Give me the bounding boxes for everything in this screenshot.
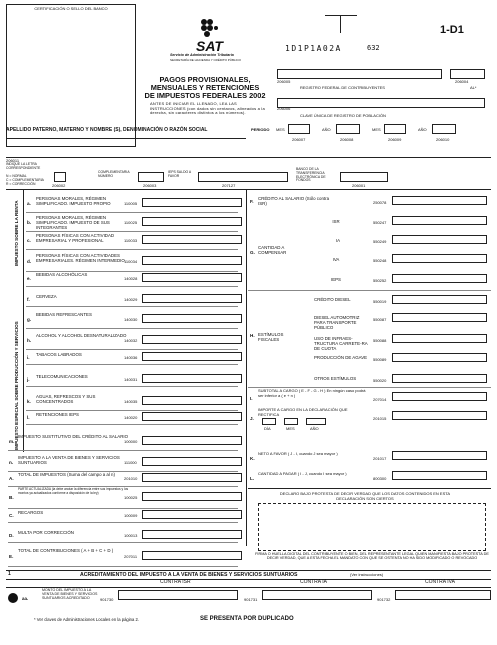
left-row-divider — [8, 508, 238, 509]
left-row-divider — [26, 231, 238, 232]
estimulos-row-field[interactable] — [392, 353, 487, 362]
periodo-ano-1-field[interactable] — [336, 124, 360, 134]
credito-field[interactable] — [392, 196, 487, 205]
left-row-label: IMPUESTO A LA VENTA DE BIENES Y SERVICIOS SUNTUARIOS — [18, 455, 120, 465]
rectifica-field[interactable] — [392, 411, 487, 420]
left-row-field[interactable] — [142, 412, 242, 421]
rect-dia-field[interactable] — [262, 418, 276, 425]
compensar-row-label: IEPS — [330, 277, 341, 282]
pagar-code: 800300 — [373, 476, 387, 481]
left-row-letter: i. — [27, 355, 30, 360]
complementaria-field[interactable] — [138, 172, 164, 182]
title-line-3: DE IMPUESTOS FEDERALES 2002 — [144, 91, 266, 100]
form-serial: 1D1P1A02A — [285, 44, 342, 53]
section-ieps-label: IMPUESTO ESPECIAL SOBRE PRODUCCIÓN Y SERVICIOS — [14, 321, 19, 450]
left-row-divider — [26, 328, 238, 329]
left-row-divider — [26, 212, 238, 213]
estimulos-row-field[interactable] — [392, 313, 487, 322]
acred-row-letter: aa. — [22, 596, 29, 601]
left-row-field[interactable] — [142, 473, 242, 482]
left-row-letter: g. — [27, 317, 32, 322]
decl-code-top: 206011 — [6, 158, 20, 163]
left-row-field[interactable] — [142, 530, 242, 539]
left-row-label: MULTA POR CORRECCIÓN — [18, 530, 74, 535]
name-underline — [6, 138, 246, 139]
left-row-field[interactable] — [142, 273, 242, 282]
left-row-code: 140029 — [124, 297, 138, 302]
left-row-field[interactable] — [142, 314, 242, 323]
divider-3 — [6, 570, 491, 571]
left-row-letter: A. — [9, 476, 14, 481]
acred-code-1: 901730 — [100, 597, 114, 602]
left-row-label: ALCOHOL Y ALCOHOL DESNATURALIZADO — [36, 333, 127, 338]
t-marker-stem — [340, 15, 341, 33]
divider-2 — [6, 189, 491, 190]
footer-note: * Ver claves de Administraciones Locales en la página 2. — [34, 617, 139, 622]
right-divider-l — [248, 488, 491, 489]
periodo-code-2: 206008 — [340, 137, 354, 142]
sat-logo-subtitle-2: SECRETARÍA DE HACIENDA Y CRÉDITO PÚBLICO — [170, 58, 241, 62]
bank-seal-box — [6, 4, 136, 147]
acred-number: 1 — [8, 571, 11, 577]
left-row-field[interactable] — [142, 217, 242, 226]
left-row-label: TELECOMUNICACIONES — [36, 374, 88, 379]
rfc-label: REGISTRO FEDERAL DE CONTRIBUYENTES — [300, 85, 385, 90]
divider-4 — [6, 579, 491, 580]
acred-isr-field[interactable] — [118, 590, 238, 600]
compensar-row-field[interactable] — [392, 274, 487, 283]
left-row-letter: m. — [9, 439, 15, 444]
left-row-code: 100013 — [124, 533, 138, 538]
left-row-label: PARTE ACTUALIZADA (la debe anotar la diferencia entre sus impuestos y los montos ya actualizados conforme a disposición de la ley) — [18, 487, 129, 495]
acred-bullet-icon — [8, 593, 18, 603]
left-row-label: BEBIDAS ALCOHÓLICAS — [36, 272, 88, 277]
bank-seal-label: CERTIFICACIÓN O SELLO DEL BANCO — [34, 6, 108, 11]
left-row-divider — [26, 386, 238, 387]
rfc-homoclave-field[interactable] — [450, 69, 485, 79]
subtotal-code: 207014 — [373, 397, 387, 402]
curp-label: CLAVE ÚNICA DE REGISTRO DE POBLACIÓN — [300, 113, 386, 118]
left-row-field[interactable] — [142, 510, 242, 519]
left-row-label: PERSONAS FÍSICAS CON ACTIVIDADES EMPRESARIALES. RÉGIMEN INTERMEDIO — [36, 253, 125, 263]
rfc-hint: AL* — [470, 85, 477, 90]
sat-logo-text: SAT — [196, 38, 223, 54]
acred-title-note: (Ver instrucciones) — [350, 572, 384, 577]
acred-ia-field[interactable] — [262, 590, 372, 600]
compensar-row-label: ISR — [332, 219, 340, 224]
credito-letter: F. — [250, 199, 254, 204]
periodo-label: PERIODO — [251, 127, 270, 132]
estimulos-row-label: USO DE INFRAES-TRUCTURA CARRETE-RA DE CUOTA — [314, 336, 368, 351]
compensar-row-code: 550248 — [373, 258, 387, 263]
left-row-label: CERVEZA — [36, 294, 57, 299]
tipo-option-c: C = COMPLEMENTARIA — [6, 178, 44, 182]
left-row-field[interactable] — [142, 235, 242, 244]
form-id: 1-D1 — [440, 24, 464, 36]
rectifica-code: 201015 — [373, 416, 387, 421]
left-row-label: TABACOS LABRADOS — [36, 352, 82, 357]
compensar-row-code: 550252 — [373, 278, 387, 283]
left-row-letter: d. — [27, 259, 32, 264]
left-row-letter: e. — [27, 276, 31, 281]
estimulos-row-field[interactable] — [392, 334, 487, 343]
rect-mes-label: MES — [286, 426, 295, 431]
periodo-code-4: 206010 — [436, 137, 450, 142]
left-row-label: RETENCIONES IEPS — [36, 412, 79, 417]
decl-code-1: 206002 — [52, 183, 66, 188]
left-row-letter: D. — [9, 533, 14, 538]
compensar-row-field[interactable] — [392, 254, 487, 263]
credito-label: CRÉDITO AL SALARIO (Sólo contra ISR) — [258, 196, 330, 206]
sat-logo-icon — [200, 18, 218, 38]
rect-mes-field[interactable] — [284, 418, 298, 425]
left-row-field[interactable] — [142, 436, 242, 445]
ieps-saldo-label: IEPS SALDO A FAVOR — [168, 170, 191, 178]
periodo-ano-label-1: AÑO — [322, 127, 331, 132]
periodo-ano-label-2: AÑO — [418, 127, 427, 132]
left-row-code: 110005 — [124, 201, 138, 206]
curp-field[interactable] — [277, 98, 485, 108]
left-row-code: 140036 — [124, 355, 138, 360]
pagar-field[interactable] — [392, 471, 487, 480]
left-row-code: 140030 — [124, 317, 138, 322]
acred-title: ACREDITAMIENTO DEL IMPUESTO A LA VENTA DE BIENES Y SERVICIOS SUNTUARIOS — [80, 572, 298, 578]
decl-code-4: 206001 — [352, 183, 366, 188]
acred-col-iva: CONTRA IVA — [425, 579, 455, 585]
tipo-option-r: R = CORRECCIÓN — [6, 182, 36, 186]
left-row-divider — [26, 424, 238, 425]
section-renta-label: IMPUESTO SOBRE LA RENTA — [14, 200, 19, 266]
divider-1 — [6, 157, 491, 158]
left-row-label: IMPUESTO SUSTITUTIVO DEL CRÉDITO AL SALARIO — [18, 434, 129, 439]
estimulos-row-label: PRODUCCIÓN DE AGAVE — [314, 355, 368, 360]
acred-code-3: 901732 — [377, 597, 391, 602]
rfc-code-2: 206004 — [455, 79, 469, 84]
banco-label: BANCO DE LA TRANSFERENCIA ELECTRÓNICA DE FONDOS — [296, 167, 326, 183]
pagar-label: CANTIDAD A PAGAR ( I - J, cuando I sea mayor ) — [258, 471, 347, 476]
left-row-field[interactable] — [142, 335, 242, 344]
left-row-letter: C. — [9, 513, 14, 518]
left-row-field[interactable] — [142, 352, 242, 361]
estimulos-row-label: CRÉDITO DIESEL — [314, 297, 351, 302]
acred-col-isr: CONTRA ISR — [160, 579, 191, 585]
left-row-divider — [8, 522, 238, 523]
neto-label: NETO A FAVOR ( J - I, cuando J sea mayor ) — [258, 451, 338, 456]
left-row-letter: b. — [27, 220, 32, 225]
estimulos-row-label: DIESEL AUTOMOTRIZ PARA TRANSPORTE PÚBLICO — [314, 315, 360, 330]
left-row-code: 207011 — [124, 554, 138, 559]
rfc-code: 206005 — [277, 79, 291, 84]
estimulos-row-label: OTROS ESTÍMULOS — [314, 376, 357, 381]
left-row-label: RECARGOS — [18, 510, 44, 515]
left-row-divider — [26, 286, 238, 287]
left-row-code: 201010 — [124, 476, 138, 481]
left-row-field[interactable] — [142, 294, 242, 303]
estimulos-row-code: 550020 — [373, 378, 387, 383]
curp-code: 206006 — [277, 106, 291, 111]
left-row-field[interactable] — [142, 492, 242, 501]
subtotal-label: SUBTOTAL A CARGO ( E - F - G - H ) En ningún caso podrá ser inferior a ( e + n ) — [258, 388, 366, 398]
left-row-letter: E. — [9, 554, 14, 559]
left-row-code: 140035 — [124, 399, 138, 404]
left-row-code: 110033 — [124, 238, 138, 243]
credito-code: 250078 — [373, 200, 387, 205]
estimulos-label: ESTÍMULOS FISCALES — [258, 332, 284, 342]
complementaria-label: COMPLEMENTARIA NÚMERO — [98, 170, 130, 178]
rfc-field[interactable] — [277, 69, 442, 79]
left-row-field[interactable] — [142, 256, 242, 265]
left-row-letter: j. — [27, 377, 30, 382]
periodo-mes-1-field[interactable] — [288, 124, 310, 134]
footer-duplicate: SE PRESENTA POR DUPLICADO — [200, 616, 294, 622]
left-row-label: PERSONAS MORALES, RÉGIMEN SIMPLIFICADO. IMPUESTO PROPIO — [36, 196, 111, 206]
estimulos-row-code: 550019 — [373, 299, 387, 304]
estimulos-row-field[interactable] — [392, 295, 487, 304]
left-row-label: AGUAS, REFRESCOS Y SUS CONCENTRADOS — [36, 394, 96, 404]
neto-code: 201017 — [373, 456, 387, 461]
rect-ano-field[interactable] — [306, 418, 326, 425]
ieps-saldo-field[interactable] — [198, 172, 288, 182]
left-row-divider — [8, 566, 238, 567]
center-divider — [246, 190, 247, 546]
sat-logo-subtitle: Servicio de Administración Tributaria — [170, 53, 234, 57]
rectifica-label: IMPORTE A CARGO EN LA DECLARACIÓN QUE RECTIFICA — [258, 407, 348, 417]
estimulos-row-code: 550088 — [373, 338, 387, 343]
protesta-text: DECLARO BAJO PROTESTA DE DECIR VERDAD QUE LOS DATOS CONTENIDOS EN ESTA DECLARACIÓN SON CIERTOS — [279, 491, 451, 501]
left-row-field[interactable] — [142, 374, 242, 383]
estimulos-row-code: 550087 — [373, 317, 387, 322]
left-row-label: TOTAL DE CONTRIBUCIONES ( A + B + C + D ) — [18, 548, 114, 553]
title-line-2: MENSUALES Y RETENCIONES — [150, 83, 260, 92]
left-row-letter: a. — [27, 201, 31, 206]
left-row-field[interactable] — [142, 551, 242, 560]
tipo-label: INDIQUE LA LETRA CORRESPONDIENTE — [6, 162, 41, 170]
compensar-row-label: IVA — [332, 257, 340, 262]
left-row-letter: h. — [27, 338, 32, 343]
periodo-mes-label-2: MES — [372, 127, 381, 132]
left-row-field[interactable] — [142, 198, 242, 207]
periodo-code-1: 206007 — [292, 137, 306, 142]
left-row-code: 140020 — [124, 415, 138, 420]
left-row-code: 110034 — [124, 259, 138, 264]
acred-code-2: 901731 — [244, 597, 258, 602]
left-row-letter: k. — [27, 399, 31, 404]
right-divider-g — [248, 290, 491, 291]
title-line-1: PAGOS PROVISIONALES, — [159, 75, 251, 84]
left-row-code: 140028 — [124, 276, 138, 281]
left-row-label: BEBIDAS REFRESCANTES — [36, 312, 92, 317]
left-row-code: 100025 — [124, 495, 138, 500]
acred-row-text: MONTO DEL IMPUESTO A LA VENTA DE BIENES Y SERVICIOS SUNTUARIOS ACREDITADO — [42, 588, 98, 600]
banco-field[interactable] — [340, 172, 388, 182]
left-row-code: 100009 — [124, 513, 138, 518]
cantidad-label: CANTIDAD A COMPENSAR — [258, 245, 287, 255]
left-row-divider — [26, 249, 238, 250]
left-row-divider — [8, 542, 238, 543]
periodo-mes-2-field[interactable] — [384, 124, 406, 134]
firma-text: FIRMA O HUELLA DIGITAL DEL CONTRIBUYENTE O BIEN, DEL REPRESENTANTE LEGAL QUIEN MANIFIESTA BAJO PROTESTA DE DECIR VERDAD, QUE A ESTA FECHA EL MANDATO CON QUE SE OSTENTA NO HA SIDO MODIFICADO O REVOCADO — [255, 552, 489, 561]
decl-code-2: 206003 — [143, 183, 157, 188]
decl-code-3: 207127 — [222, 183, 236, 188]
estimulos-letter: H. — [250, 333, 255, 338]
cantidad-letter: G. — [250, 250, 255, 255]
name-label: APELLIDO PATERNO, MATERNO Y NOMBRE (S), DENOMINACIÓN O RAZÓN SOCIAL — [6, 127, 208, 133]
left-row-label: PERSONAS FÍSICAS CON ACTIVIDAD EMPRESARIAL Y PROFESIONAL — [36, 233, 115, 243]
estimulos-row-code: 550089 — [373, 357, 387, 362]
left-row-divider — [26, 364, 238, 365]
periodo-mes-label-1: MES — [276, 127, 285, 132]
tipo-field[interactable] — [54, 172, 66, 182]
rectifica-letter: J. — [250, 416, 254, 421]
left-row-letter: f. — [27, 297, 30, 302]
left-row-letter: l. — [27, 415, 30, 420]
left-row-code: 140032 — [124, 338, 138, 343]
t-marker-top — [325, 15, 357, 16]
compensar-row-field[interactable] — [392, 216, 487, 225]
signature-box[interactable] — [258, 503, 486, 551]
left-row-field[interactable] — [142, 396, 242, 405]
compensar-row-field[interactable] — [392, 235, 487, 244]
left-row-letter: n. — [9, 460, 14, 465]
tipo-option-n: N = NORMAL — [6, 174, 27, 178]
left-row-code: 100000 — [124, 439, 138, 444]
left-row-divider — [26, 349, 238, 350]
acred-iva-field[interactable] — [395, 590, 491, 600]
acred-col-ia: CONTRA IA — [300, 579, 327, 585]
subtotal-field[interactable] — [392, 392, 487, 401]
compensar-row-code: 550249 — [373, 239, 387, 244]
left-row-divider — [26, 306, 238, 307]
left-row-code: 110025 — [124, 220, 138, 225]
left-row-letter: B. — [9, 495, 14, 500]
compensar-row-label: IA — [335, 238, 341, 243]
rect-ano-label: AÑO — [310, 426, 319, 431]
pagar-letter: L. — [250, 476, 255, 481]
left-row-code: 111000 — [124, 460, 137, 465]
subtotal-letter: I. — [250, 396, 253, 401]
left-row-label: TOTAL DE IMPUESTOS (Suma del campo a al n) — [18, 472, 115, 477]
left-row-field[interactable] — [142, 457, 242, 466]
neto-letter: K. — [250, 456, 255, 461]
rect-dia-label: DÍA — [264, 426, 271, 431]
instructions: ANTES DE INICIAR EL LLENADO, LEA LAS INSTRUCCIONES (con dados sin centavos, alineados a la derecha, sin caracteres distintos a los números). — [150, 101, 265, 116]
estimulos-row-field[interactable] — [392, 374, 487, 383]
periodo-code-3: 206009 — [388, 137, 402, 142]
left-row-divider — [26, 410, 238, 411]
left-row-code: 140031 — [124, 377, 138, 382]
left-row-letter: c. — [27, 238, 31, 243]
periodo-ano-2-field[interactable] — [432, 124, 456, 134]
form-serial-suffix: 632 — [367, 44, 380, 52]
left-row-divider — [8, 450, 238, 451]
neto-field[interactable] — [392, 451, 487, 460]
left-side-divider — [23, 190, 24, 452]
left-row-label: PERSONAS MORALES, RÉGIMEN SIMPLIFICADO. IMPUESTO DE SUS INTEGRANTES — [36, 215, 110, 230]
compensar-row-code: 550247 — [373, 220, 387, 225]
